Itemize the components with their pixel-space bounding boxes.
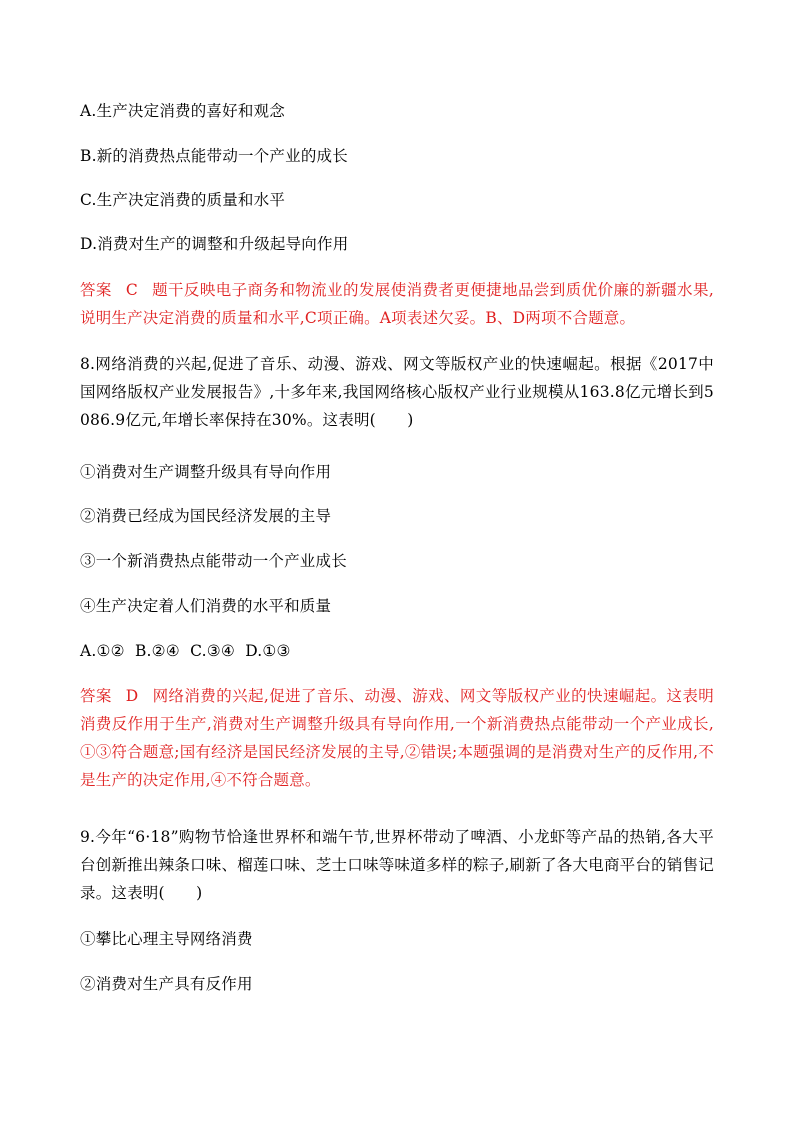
q7-answer-explanation: 题干反映电子商务和物流业的发展使消费者更便捷地品尝到质优价廉的新疆水果,说明生产决定消费的质量和水平,C项正确。A项表述欠妥。B、D两项不合题意。 xyxy=(80,281,714,327)
q8-answer-letter: D xyxy=(125,687,139,705)
q7-answer-label: 答案 xyxy=(80,281,112,299)
q8-statement-2: ②消费已经成为国民经济发展的主导 xyxy=(80,507,332,525)
q7-answer-letter: C xyxy=(125,281,138,299)
q8-statement-4: ④生产决定着人们消费的水平和质量 xyxy=(80,597,332,615)
q7-answer xyxy=(80,276,714,332)
q8-statement-1: ①消费对生产调整升级具有导向作用 xyxy=(80,463,332,481)
q8-answer-explanation: 网络消费的兴起,促进了音乐、动漫、游戏、网文等版权产业的快速崛起。这表明消费反作用于生产,消费对生产调整升级具有导向作用,一个新消费热点能带动一个产业成长,①③符合题意;国有经济是国民经济发展的主导,②错误;本题强调的是消费对生产的反作用,不是生产的决定作用,④不符合题意。 xyxy=(80,687,714,789)
q8-stem: 8.网络消费的兴起,促进了音乐、动漫、游戏、网文等版权产业的快速崛起。根据《2017中国网络版权产业发展报告》,十多年来,我国网络核心版权产业行业规模从163.8亿元增长到5 086.9亿元,年增长率保持在30%。这表明( ) xyxy=(80,355,714,429)
q8-choices: A.①② B.②④ C.③④ D.①③ xyxy=(80,642,291,660)
q8-answer-label: 答案 xyxy=(80,687,112,705)
q7-option-c: C.生产决定消费的质量和水平 xyxy=(80,191,286,209)
q8-statement-3: ③一个新消费热点能带动一个产业成长 xyxy=(80,552,347,570)
q9-statement-2: ②消费对生产具有反作用 xyxy=(80,975,253,993)
q7-option-b: B.新的消费热点能带动一个产业的成长 xyxy=(80,147,348,165)
q7-option-d: D.消费对生产的调整和升级起导向作用 xyxy=(80,235,349,253)
q8-answer xyxy=(80,682,714,794)
q9-stem: 9.今年“6·18”购物节恰逢世界杯和端午节,世界杯带动了啤酒、小龙虾等产品的热销,各大平台创新推出辣条口味、榴莲口味、芝士口味等味道多样的粽子,刷新了各大电商平台的销售记录。这表明( ) xyxy=(80,828,714,902)
q9-statement-1: ①攀比心理主导网络消费 xyxy=(80,930,253,948)
q7-option-a: A.生产决定消费的喜好和观念 xyxy=(80,102,285,120)
